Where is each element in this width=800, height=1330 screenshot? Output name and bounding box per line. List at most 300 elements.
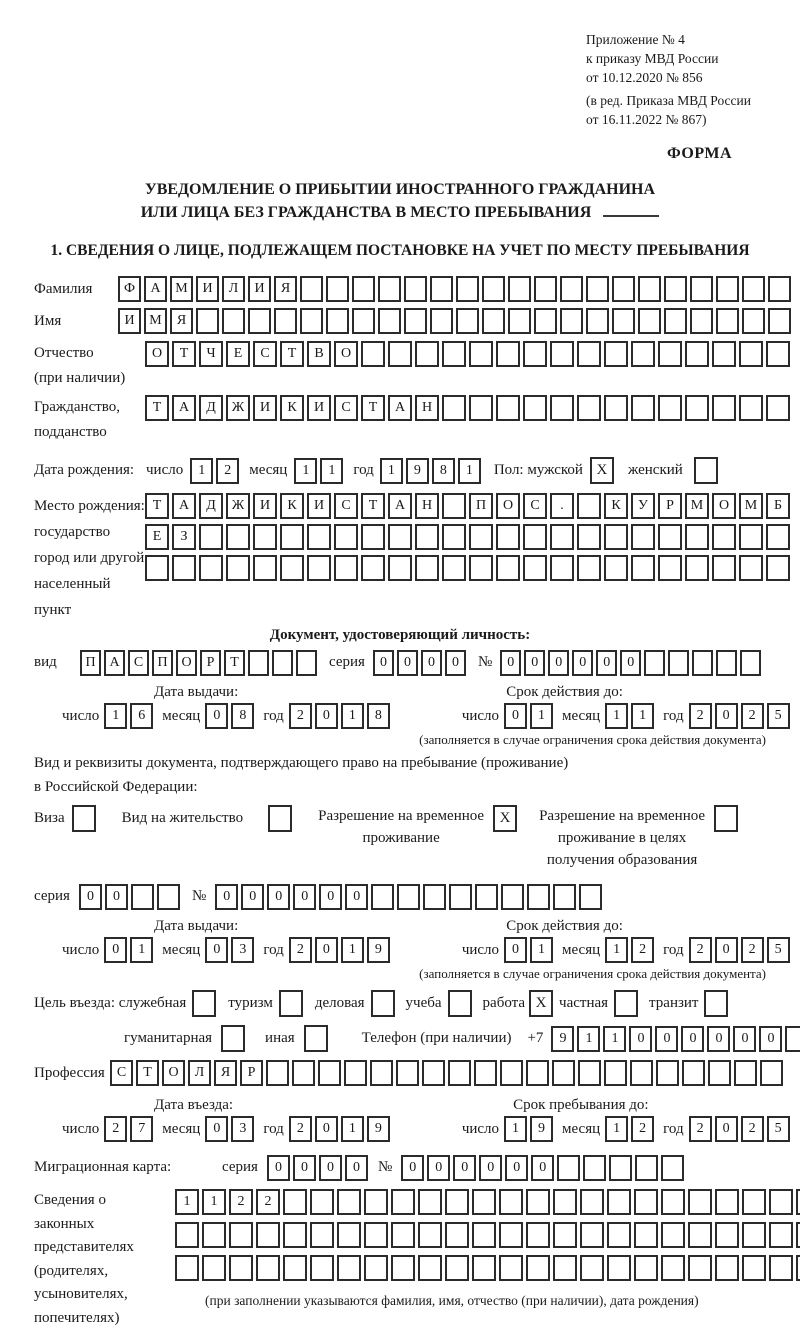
char-cell[interactable]: 0 <box>655 1026 678 1052</box>
char-cell[interactable] <box>496 395 520 421</box>
char-cell[interactable] <box>534 276 557 302</box>
char-cell[interactable]: 0 <box>345 1155 368 1181</box>
char-cell[interactable] <box>131 884 154 910</box>
char-cell[interactable]: 1 <box>605 703 628 729</box>
char-cell[interactable]: 1 <box>458 458 481 484</box>
char-cell[interactable] <box>604 341 628 367</box>
char-cell[interactable]: 2 <box>689 1116 712 1142</box>
char-cell[interactable] <box>248 308 271 334</box>
char-cell[interactable] <box>442 555 466 581</box>
char-cell[interactable]: 1 <box>530 703 553 729</box>
char-cell[interactable] <box>378 276 401 302</box>
purpose-work-checkbox[interactable]: X <box>529 990 553 1017</box>
char-cell[interactable] <box>688 1189 712 1215</box>
char-cell[interactable] <box>496 524 520 550</box>
char-cell[interactable] <box>742 1222 766 1248</box>
char-cell[interactable] <box>682 1060 705 1086</box>
char-cell[interactable]: С <box>128 650 149 676</box>
char-cell[interactable] <box>766 555 790 581</box>
char-cell[interactable]: О <box>334 341 358 367</box>
char-cell[interactable]: 2 <box>741 1116 764 1142</box>
char-cell[interactable] <box>607 1189 631 1215</box>
char-cell[interactable] <box>307 524 331 550</box>
char-cell[interactable]: 0 <box>397 650 418 676</box>
char-cell[interactable] <box>769 1189 793 1215</box>
char-cell[interactable] <box>196 308 219 334</box>
char-cell[interactable] <box>557 1155 580 1181</box>
char-cell[interactable] <box>415 341 439 367</box>
char-cell[interactable] <box>580 1255 604 1281</box>
char-cell[interactable] <box>371 884 394 910</box>
char-cell[interactable] <box>391 1222 415 1248</box>
char-cell[interactable]: Т <box>136 1060 159 1086</box>
char-cell[interactable]: Р <box>200 650 221 676</box>
char-cell[interactable] <box>577 395 601 421</box>
char-cell[interactable] <box>310 1189 334 1215</box>
purpose-tourism-checkbox[interactable] <box>279 990 303 1017</box>
char-cell[interactable]: К <box>280 493 304 519</box>
char-cell[interactable]: 3 <box>231 937 254 963</box>
char-cell[interactable] <box>418 1255 442 1281</box>
purpose-other-checkbox[interactable] <box>304 1025 328 1052</box>
char-cell[interactable] <box>501 884 524 910</box>
char-cell[interactable]: М <box>739 493 763 519</box>
char-cell[interactable]: 1 <box>130 937 153 963</box>
char-cell[interactable] <box>550 395 574 421</box>
char-cell[interactable] <box>280 555 304 581</box>
char-cell[interactable] <box>578 1060 601 1086</box>
purpose-humanitarian-checkbox[interactable] <box>221 1025 245 1052</box>
purpose-private-checkbox[interactable] <box>614 990 638 1017</box>
char-cell[interactable] <box>523 524 547 550</box>
char-cell[interactable]: 0 <box>79 884 102 910</box>
char-cell[interactable]: 2 <box>689 703 712 729</box>
char-cell[interactable] <box>656 1060 679 1086</box>
char-cell[interactable] <box>172 555 196 581</box>
char-cell[interactable]: 0 <box>401 1155 424 1181</box>
char-cell[interactable] <box>560 276 583 302</box>
char-cell[interactable]: 0 <box>293 884 316 910</box>
char-cell[interactable] <box>553 884 576 910</box>
char-cell[interactable] <box>712 555 736 581</box>
char-cell[interactable]: Ч <box>199 341 223 367</box>
char-cell[interactable]: Т <box>224 650 245 676</box>
char-cell[interactable] <box>739 555 763 581</box>
char-cell[interactable] <box>631 395 655 421</box>
char-cell[interactable] <box>499 1255 523 1281</box>
char-cell[interactable] <box>604 524 628 550</box>
char-cell[interactable] <box>361 555 385 581</box>
char-cell[interactable]: 1 <box>190 458 213 484</box>
char-cell[interactable]: 9 <box>530 1116 553 1142</box>
char-cell[interactable]: 9 <box>367 937 390 963</box>
char-cell[interactable] <box>766 395 790 421</box>
char-cell[interactable]: 0 <box>315 1116 338 1142</box>
char-cell[interactable] <box>474 1060 497 1086</box>
char-cell[interactable]: А <box>172 493 196 519</box>
char-cell[interactable] <box>253 524 277 550</box>
char-cell[interactable] <box>526 1060 549 1086</box>
char-cell[interactable] <box>222 308 245 334</box>
char-cell[interactable]: 0 <box>715 703 738 729</box>
char-cell[interactable]: К <box>604 493 628 519</box>
char-cell[interactable] <box>638 276 661 302</box>
char-cell[interactable]: Т <box>361 493 385 519</box>
char-cell[interactable] <box>604 1060 627 1086</box>
char-cell[interactable]: Я <box>274 276 297 302</box>
char-cell[interactable] <box>199 524 223 550</box>
char-cell[interactable] <box>715 1222 739 1248</box>
char-cell[interactable]: 0 <box>479 1155 502 1181</box>
char-cell[interactable] <box>739 395 763 421</box>
char-cell[interactable] <box>661 1189 685 1215</box>
char-cell[interactable]: В <box>307 341 331 367</box>
sex-female-checkbox[interactable] <box>694 457 718 484</box>
char-cell[interactable] <box>550 524 574 550</box>
char-cell[interactable]: 5 <box>767 703 790 729</box>
char-cell[interactable] <box>175 1255 199 1281</box>
char-cell[interactable] <box>715 1255 739 1281</box>
char-cell[interactable] <box>280 524 304 550</box>
char-cell[interactable]: 6 <box>130 703 153 729</box>
char-cell[interactable]: О <box>162 1060 185 1086</box>
char-cell[interactable]: 0 <box>345 884 368 910</box>
char-cell[interactable] <box>274 308 297 334</box>
char-cell[interactable]: О <box>496 493 520 519</box>
char-cell[interactable] <box>337 1222 361 1248</box>
char-cell[interactable]: Н <box>415 493 439 519</box>
char-cell[interactable] <box>716 276 739 302</box>
char-cell[interactable] <box>658 341 682 367</box>
char-cell[interactable] <box>658 555 682 581</box>
char-cell[interactable] <box>712 524 736 550</box>
char-cell[interactable]: С <box>334 395 358 421</box>
char-cell[interactable] <box>579 884 602 910</box>
char-cell[interactable]: 7 <box>130 1116 153 1142</box>
char-cell[interactable] <box>580 1189 604 1215</box>
char-cell[interactable] <box>469 341 493 367</box>
char-cell[interactable] <box>526 1222 550 1248</box>
char-cell[interactable]: 1 <box>104 703 127 729</box>
char-cell[interactable]: А <box>172 395 196 421</box>
char-cell[interactable] <box>388 555 412 581</box>
char-cell[interactable] <box>631 341 655 367</box>
char-cell[interactable] <box>690 276 713 302</box>
char-cell[interactable] <box>612 276 635 302</box>
char-cell[interactable] <box>226 555 250 581</box>
purpose-study-checkbox[interactable] <box>448 990 472 1017</box>
char-cell[interactable] <box>292 1060 315 1086</box>
char-cell[interactable] <box>326 276 349 302</box>
char-cell[interactable] <box>716 650 737 676</box>
char-cell[interactable] <box>796 1255 800 1281</box>
char-cell[interactable]: 1 <box>530 937 553 963</box>
char-cell[interactable] <box>664 276 687 302</box>
char-cell[interactable] <box>202 1222 226 1248</box>
char-cell[interactable]: 1 <box>341 937 364 963</box>
char-cell[interactable]: 0 <box>504 937 527 963</box>
char-cell[interactable]: О <box>712 493 736 519</box>
char-cell[interactable] <box>326 308 349 334</box>
char-cell[interactable] <box>661 1255 685 1281</box>
char-cell[interactable]: 0 <box>205 1116 228 1142</box>
char-cell[interactable] <box>388 341 412 367</box>
char-cell[interactable] <box>496 341 520 367</box>
char-cell[interactable]: 0 <box>215 884 238 910</box>
char-cell[interactable] <box>248 650 269 676</box>
char-cell[interactable] <box>742 308 765 334</box>
char-cell[interactable] <box>364 1255 388 1281</box>
char-cell[interactable]: 0 <box>293 1155 316 1181</box>
char-cell[interactable] <box>283 1222 307 1248</box>
char-cell[interactable]: 0 <box>524 650 545 676</box>
char-cell[interactable] <box>668 650 689 676</box>
char-cell[interactable]: 9 <box>551 1026 574 1052</box>
char-cell[interactable] <box>430 276 453 302</box>
char-cell[interactable] <box>688 1255 712 1281</box>
char-cell[interactable]: 0 <box>315 937 338 963</box>
char-cell[interactable]: 1 <box>175 1189 199 1215</box>
char-cell[interactable] <box>508 276 531 302</box>
char-cell[interactable] <box>644 650 665 676</box>
purpose-business-checkbox[interactable] <box>371 990 395 1017</box>
char-cell[interactable] <box>445 1255 469 1281</box>
char-cell[interactable]: 0 <box>500 650 521 676</box>
char-cell[interactable] <box>442 395 466 421</box>
char-cell[interactable]: И <box>253 493 277 519</box>
char-cell[interactable] <box>175 1222 199 1248</box>
char-cell[interactable] <box>482 308 505 334</box>
char-cell[interactable]: Т <box>361 395 385 421</box>
char-cell[interactable]: 0 <box>505 1155 528 1181</box>
char-cell[interactable] <box>685 395 709 421</box>
char-cell[interactable] <box>415 555 439 581</box>
char-cell[interactable] <box>580 1222 604 1248</box>
char-cell[interactable]: О <box>145 341 169 367</box>
sex-male-checkbox[interactable]: X <box>590 457 614 484</box>
char-cell[interactable] <box>607 1222 631 1248</box>
char-cell[interactable]: 0 <box>715 1116 738 1142</box>
char-cell[interactable]: 0 <box>104 937 127 963</box>
char-cell[interactable] <box>739 341 763 367</box>
char-cell[interactable] <box>742 1255 766 1281</box>
char-cell[interactable] <box>661 1222 685 1248</box>
char-cell[interactable] <box>396 1060 419 1086</box>
char-cell[interactable]: 0 <box>319 884 342 910</box>
char-cell[interactable]: 2 <box>689 937 712 963</box>
char-cell[interactable] <box>688 1222 712 1248</box>
char-cell[interactable]: 0 <box>453 1155 476 1181</box>
residence-permit-checkbox[interactable] <box>268 805 292 832</box>
char-cell[interactable] <box>415 524 439 550</box>
char-cell[interactable] <box>300 276 323 302</box>
char-cell[interactable] <box>352 276 375 302</box>
char-cell[interactable]: А <box>388 395 412 421</box>
char-cell[interactable] <box>418 1222 442 1248</box>
char-cell[interactable] <box>658 395 682 421</box>
char-cell[interactable] <box>388 524 412 550</box>
char-cell[interactable] <box>482 276 505 302</box>
char-cell[interactable] <box>229 1222 253 1248</box>
char-cell[interactable]: А <box>388 493 412 519</box>
char-cell[interactable]: Е <box>145 524 169 550</box>
char-cell[interactable] <box>796 1222 800 1248</box>
char-cell[interactable] <box>692 650 713 676</box>
char-cell[interactable] <box>318 1060 341 1086</box>
char-cell[interactable] <box>253 555 277 581</box>
char-cell[interactable] <box>310 1255 334 1281</box>
char-cell[interactable]: 0 <box>315 703 338 729</box>
char-cell[interactable]: 2 <box>289 937 312 963</box>
char-cell[interactable]: 0 <box>531 1155 554 1181</box>
char-cell[interactable] <box>740 650 761 676</box>
char-cell[interactable] <box>526 1255 550 1281</box>
char-cell[interactable] <box>442 493 466 519</box>
char-cell[interactable]: 1 <box>631 703 654 729</box>
char-cell[interactable]: З <box>172 524 196 550</box>
char-cell[interactable] <box>296 650 317 676</box>
char-cell[interactable] <box>456 276 479 302</box>
char-cell[interactable]: 0 <box>504 703 527 729</box>
char-cell[interactable]: 3 <box>231 1116 254 1142</box>
char-cell[interactable] <box>344 1060 367 1086</box>
char-cell[interactable]: 1 <box>320 458 343 484</box>
char-cell[interactable]: 5 <box>767 1116 790 1142</box>
char-cell[interactable] <box>604 395 628 421</box>
char-cell[interactable] <box>523 555 547 581</box>
char-cell[interactable] <box>370 1060 393 1086</box>
char-cell[interactable] <box>534 308 557 334</box>
char-cell[interactable]: 1 <box>202 1189 226 1215</box>
char-cell[interactable]: 2 <box>741 703 764 729</box>
char-cell[interactable] <box>423 884 446 910</box>
char-cell[interactable]: Я <box>170 308 193 334</box>
char-cell[interactable] <box>604 555 628 581</box>
char-cell[interactable] <box>378 308 401 334</box>
char-cell[interactable]: 1 <box>603 1026 626 1052</box>
char-cell[interactable] <box>449 884 472 910</box>
char-cell[interactable]: П <box>469 493 493 519</box>
char-cell[interactable]: С <box>334 493 358 519</box>
char-cell[interactable]: Ж <box>226 395 250 421</box>
char-cell[interactable] <box>499 1222 523 1248</box>
char-cell[interactable]: 2 <box>741 937 764 963</box>
char-cell[interactable] <box>404 276 427 302</box>
char-cell[interactable] <box>560 308 583 334</box>
char-cell[interactable] <box>577 341 601 367</box>
char-cell[interactable] <box>364 1189 388 1215</box>
char-cell[interactable] <box>472 1189 496 1215</box>
char-cell[interactable] <box>607 1255 631 1281</box>
char-cell[interactable] <box>685 555 709 581</box>
char-cell[interactable] <box>199 555 223 581</box>
char-cell[interactable] <box>508 308 531 334</box>
char-cell[interactable]: Д <box>199 395 223 421</box>
char-cell[interactable] <box>586 276 609 302</box>
char-cell[interactable]: 0 <box>267 1155 290 1181</box>
char-cell[interactable]: 1 <box>294 458 317 484</box>
char-cell[interactable]: 9 <box>367 1116 390 1142</box>
char-cell[interactable]: 1 <box>504 1116 527 1142</box>
char-cell[interactable] <box>472 1255 496 1281</box>
char-cell[interactable]: И <box>307 395 331 421</box>
char-cell[interactable] <box>638 308 661 334</box>
char-cell[interactable] <box>145 555 169 581</box>
char-cell[interactable]: М <box>170 276 193 302</box>
visa-checkbox[interactable] <box>72 805 96 832</box>
char-cell[interactable] <box>631 524 655 550</box>
char-cell[interactable]: Т <box>280 341 304 367</box>
char-cell[interactable] <box>766 341 790 367</box>
char-cell[interactable]: 0 <box>241 884 264 910</box>
char-cell[interactable] <box>550 341 574 367</box>
char-cell[interactable]: С <box>110 1060 133 1086</box>
char-cell[interactable]: 0 <box>707 1026 730 1052</box>
char-cell[interactable] <box>337 1255 361 1281</box>
char-cell[interactable]: 8 <box>367 703 390 729</box>
char-cell[interactable]: Ж <box>226 493 250 519</box>
char-cell[interactable]: 0 <box>759 1026 782 1052</box>
char-cell[interactable]: И <box>118 308 141 334</box>
char-cell[interactable] <box>634 1255 658 1281</box>
char-cell[interactable] <box>202 1255 226 1281</box>
char-cell[interactable] <box>404 308 427 334</box>
char-cell[interactable]: 2 <box>216 458 239 484</box>
char-cell[interactable] <box>586 308 609 334</box>
char-cell[interactable] <box>469 395 493 421</box>
char-cell[interactable]: 5 <box>767 937 790 963</box>
char-cell[interactable] <box>256 1222 280 1248</box>
char-cell[interactable]: М <box>144 308 167 334</box>
char-cell[interactable]: Д <box>199 493 223 519</box>
char-cell[interactable] <box>266 1060 289 1086</box>
char-cell[interactable] <box>229 1255 253 1281</box>
char-cell[interactable] <box>609 1155 632 1181</box>
char-cell[interactable] <box>226 524 250 550</box>
char-cell[interactable]: 1 <box>605 1116 628 1142</box>
char-cell[interactable] <box>785 1026 800 1052</box>
char-cell[interactable] <box>445 1189 469 1215</box>
char-cell[interactable] <box>553 1255 577 1281</box>
char-cell[interactable]: А <box>104 650 125 676</box>
char-cell[interactable] <box>337 1189 361 1215</box>
char-cell[interactable] <box>664 308 687 334</box>
char-cell[interactable] <box>658 524 682 550</box>
char-cell[interactable]: И <box>253 395 277 421</box>
char-cell[interactable] <box>715 1189 739 1215</box>
char-cell[interactable]: К <box>280 395 304 421</box>
char-cell[interactable] <box>634 1189 658 1215</box>
char-cell[interactable] <box>442 524 466 550</box>
char-cell[interactable]: 2 <box>104 1116 127 1142</box>
char-cell[interactable] <box>796 1189 800 1215</box>
char-cell[interactable]: Е <box>226 341 250 367</box>
char-cell[interactable]: Р <box>240 1060 263 1086</box>
char-cell[interactable]: Т <box>172 341 196 367</box>
char-cell[interactable] <box>577 493 601 519</box>
char-cell[interactable]: 2 <box>256 1189 280 1215</box>
char-cell[interactable]: 8 <box>231 703 254 729</box>
char-cell[interactable] <box>422 1060 445 1086</box>
char-cell[interactable]: Б <box>766 493 790 519</box>
char-cell[interactable] <box>469 524 493 550</box>
char-cell[interactable] <box>334 524 358 550</box>
char-cell[interactable]: И <box>248 276 271 302</box>
temp-permit-edu-checkbox[interactable] <box>714 805 738 832</box>
char-cell[interactable] <box>157 884 180 910</box>
char-cell[interactable] <box>526 1189 550 1215</box>
char-cell[interactable]: 8 <box>432 458 455 484</box>
